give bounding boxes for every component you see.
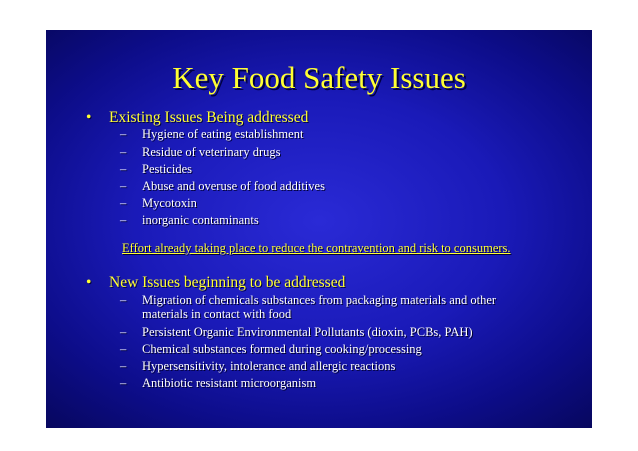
- dash-icon: –: [120, 325, 127, 339]
- dash-icon: –: [120, 179, 127, 193]
- slide: [46, 30, 592, 428]
- list-item-text: Hypersensitivity, intolerance and allergic reactions: [142, 359, 396, 373]
- bullet-icon: •: [86, 274, 92, 291]
- section-heading-new: [86, 275, 345, 291]
- dash-icon: –: [120, 162, 127, 176]
- list-item-text: inorganic contaminants: [142, 213, 259, 227]
- bullet-icon: •: [86, 109, 92, 126]
- dash-icon: –: [120, 127, 127, 141]
- list-item-text: Abuse and overuse of food additives: [142, 179, 325, 193]
- list-item-text: Persistent Organic Environmental Pollutants (dioxin, PCBs, PAH): [142, 325, 473, 339]
- list-item-text: Pesticides: [142, 162, 192, 176]
- slide-title: Key Food Safety Issues: [172, 60, 466, 95]
- dash-icon: –: [120, 293, 127, 307]
- section-heading-existing: [86, 110, 308, 126]
- list-item-text: Mycotoxin: [142, 196, 197, 210]
- list-item-text: Chemical substances formed during cooking/processing: [142, 342, 422, 356]
- list-item-text: Migration of chemicals substances from packaging materials and other: [142, 293, 497, 307]
- dash-icon: –: [120, 213, 127, 227]
- list-item-text: Hygiene of eating establishment: [142, 127, 304, 141]
- note-text: Effort already taking place to reduce the contravention and risk to consumers.: [122, 241, 511, 255]
- dash-icon: –: [120, 196, 127, 210]
- list-item-text: Antibiotic resistant microorganism: [142, 376, 317, 390]
- section-heading-text: New Issues beginning to be addressed: [109, 274, 346, 291]
- dash-icon: –: [120, 342, 127, 356]
- list-item-text: materials in contact with food: [142, 307, 292, 321]
- dash-icon: –: [120, 359, 127, 373]
- dash-icon: –: [120, 145, 127, 159]
- dash-icon: –: [120, 376, 127, 390]
- list-item-text: Residue of veterinary drugs: [142, 145, 281, 159]
- section-heading-text: Existing Issues Being addressed: [109, 109, 309, 126]
